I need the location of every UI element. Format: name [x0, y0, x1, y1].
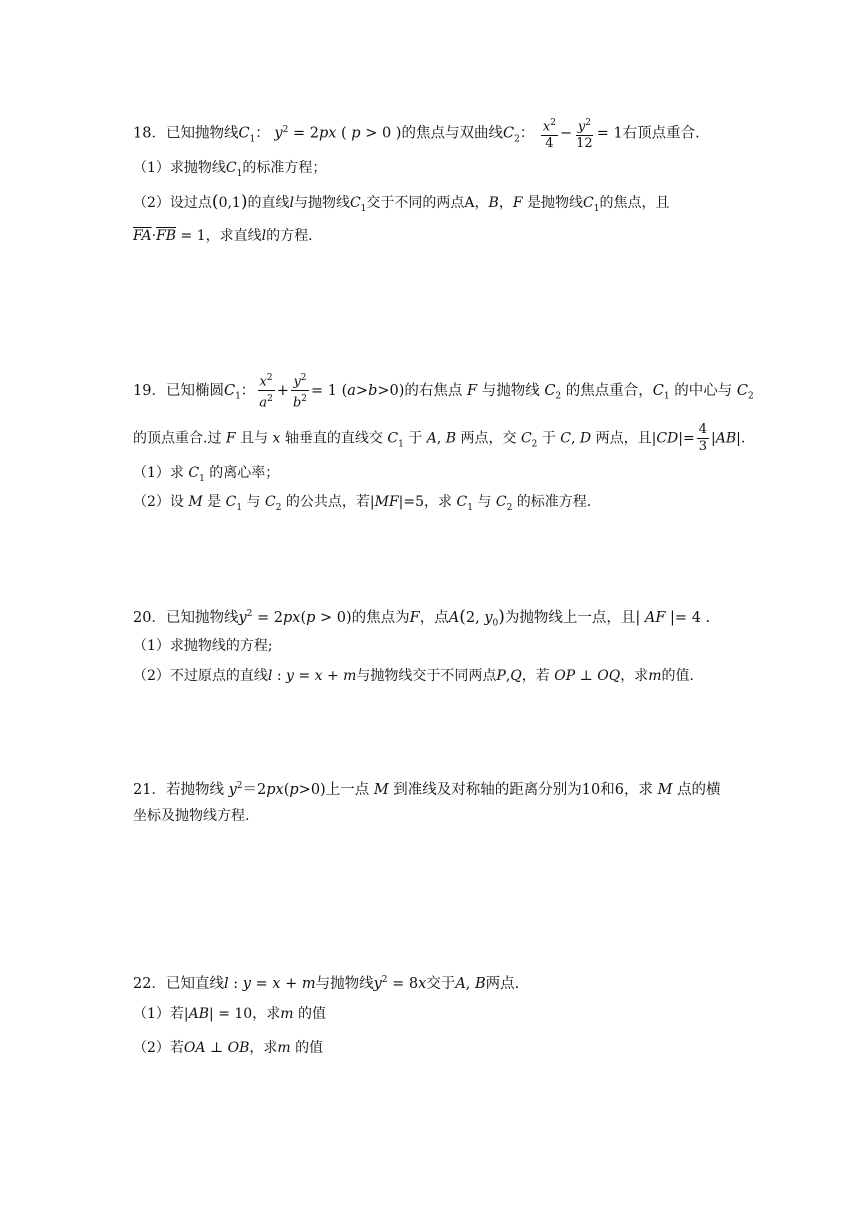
- fraction: $\frac{4}{3}$: [698, 422, 707, 454]
- problem-22-part-2: （2）若OA ⊥ OB，求m 的值: [133, 1040, 324, 1056]
- problem-21-stem-cont: 坐标及抛物线方程.: [133, 808, 250, 824]
- problem-19-part-1: （1）求 $C_1$ 的离心率；: [133, 465, 280, 484]
- problem-19-stem-cont: 的顶点重合.过 F 且与 x 轴垂直的直线交 $C_1$ 于 A, B 两点，交 $C_2$ 于 C, D 两点，且|CD|= $\frac{4}{3}$ |AB|.: [133, 422, 746, 454]
- problem-22-part-1: （1）若|AB| = 10，求m 的值: [133, 1006, 326, 1022]
- problem-20-part-1: （1）求抛物线的方程;: [133, 638, 273, 654]
- problem-number: 21．: [133, 781, 166, 798]
- problem-19-stem: 19．已知椭圆$C_1$： $\frac{x^2}{a^2}$ + $\frac{y^2}{b^2}$ = 1 (a>b>0)的右焦点 F 与抛物线 $C_2$ 的焦点重合，$C_1$ 的中心与 $C_2$: [133, 370, 754, 412]
- problem-number: 20．: [133, 609, 166, 626]
- problem-20-stem: 20．已知抛物线$y^2 = 2px(p > 0)$的焦点为F，点A(2, $y_0$)为抛物线上一点，且| AF |= 4 .: [133, 606, 711, 629]
- problem-21-stem: 21．若抛物线 $y^2=2px(p>0)$上一点 M 到准线及对称轴的距离分别为10和6，求 M 点的横: [133, 781, 721, 798]
- problem-number: 18．: [133, 125, 166, 142]
- fraction: $\frac{y^2}{b^2}$: [291, 370, 309, 412]
- problem-18-part-2-cont: $\overline{FA}\cdot\overline{FB} = 1$，求直线l的方程.: [133, 228, 313, 244]
- problem-19-part-2: （2）设 M 是 $C_1$ 与 $C_2$ 的公共点，若|MF|=5，求 $C_1$ 与 $C_2$ 的标准方程.: [133, 494, 592, 513]
- fraction: $\frac{x^2}{4}$: [541, 115, 558, 152]
- fraction: $\frac{y^2}{12}$: [574, 115, 595, 152]
- problem-22-stem: 22．已知直线l : y = x + m与抛物线$y^2 = 8x$交于A, B两点.: [133, 975, 520, 992]
- problem-number: 19．: [133, 382, 166, 399]
- problem-18-part-1: （1）求抛物线$C_1$的标准方程；: [133, 160, 327, 179]
- problem-number: 22．: [133, 975, 166, 992]
- problem-18-stem: 18．已知抛物线$C_1$： $y^2 = 2px$ ( p > 0 )的焦点与双曲线$C_2$： $\frac{x^2}{4}$ − $\frac{y^2}{12}$ = 1右顶点重合.: [133, 115, 700, 152]
- problem-18-part-2: （2）设过点(0,1)的直线l与抛物线$C_1$交于不同的两点A，B，F 是抛物线$C_1$的焦点，且: [133, 192, 670, 214]
- fraction: $\frac{x^2}{a^2}$: [257, 370, 275, 412]
- problem-20-part-2: （2）不过原点的直线l : y = x + m与抛物线交于不同两点P,Q，若 OP ⊥ OQ，求m的值.: [133, 668, 694, 684]
